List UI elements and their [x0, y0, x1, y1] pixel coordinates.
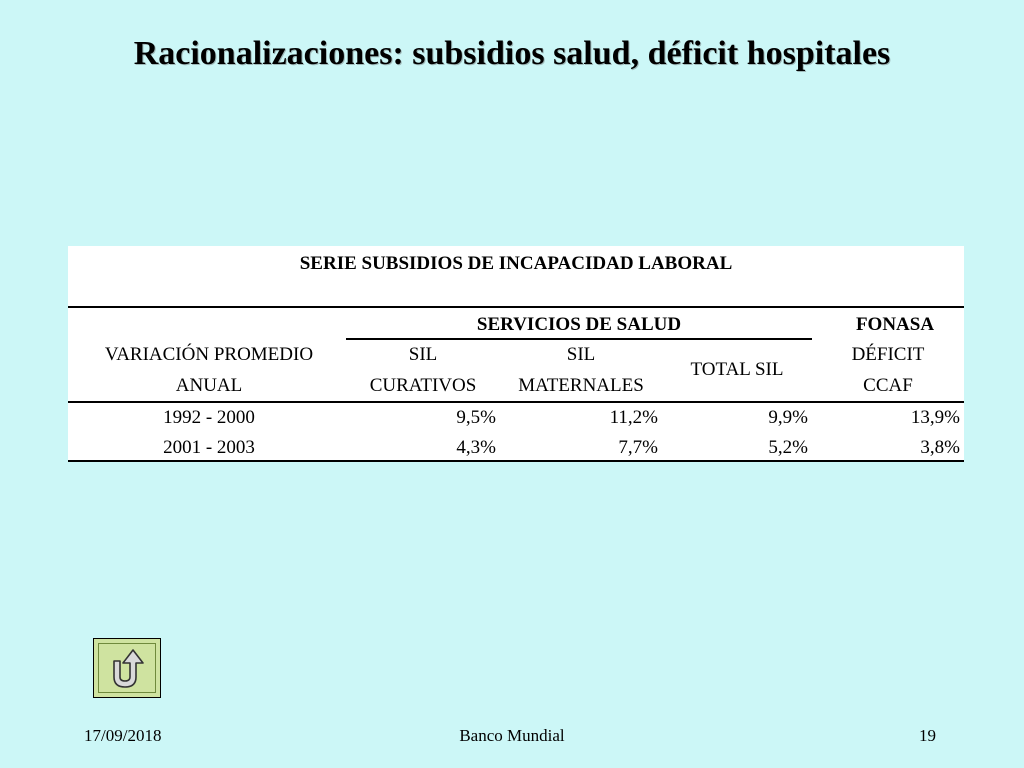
row-deficit: 3,8%	[920, 437, 960, 458]
footer-date: 17/09/2018	[84, 726, 162, 745]
row-header-line1: VARIACIÓN PROMEDIO	[104, 344, 314, 365]
row-curativos: 9,5%	[456, 407, 496, 428]
divider-top	[68, 306, 964, 308]
row-curativos: 4,3%	[456, 437, 496, 458]
col-deficit-line2: CCAF	[863, 375, 913, 396]
col-curativos-line1: SIL	[408, 344, 438, 365]
footer-center: Banco Mundial	[459, 726, 565, 745]
row-maternales: 7,7%	[618, 437, 658, 458]
row-period: 1992 - 2000	[163, 407, 255, 428]
table-caption: SERIE SUBSIDIOS DE INCAPACIDAD LABORAL	[299, 253, 733, 274]
divider-bottom	[68, 460, 964, 462]
subsidy-table	[68, 246, 964, 462]
col-total-sil: TOTAL SIL	[690, 359, 784, 380]
row-total: 9,9%	[768, 407, 808, 428]
col-maternales-line2: MATERNALES	[518, 375, 644, 396]
fonasa-header: FONASA	[855, 314, 935, 335]
col-curativos-line2: CURATIVOS	[369, 375, 477, 396]
return-arrow-icon	[108, 647, 148, 691]
col-maternales-line1: SIL	[566, 344, 596, 365]
divider-group	[346, 338, 812, 340]
row-header-line2: ANUAL	[175, 375, 243, 396]
col-deficit-line1: DÉFICIT	[851, 344, 925, 365]
return-button[interactable]	[93, 638, 161, 698]
row-deficit: 13,9%	[910, 407, 960, 428]
group-header-servicios: SERVICIOS DE SALUD	[476, 314, 682, 335]
row-total: 5,2%	[768, 437, 808, 458]
divider-header	[68, 401, 964, 403]
page-number: 19	[919, 726, 936, 745]
row-maternales: 11,2%	[609, 407, 658, 428]
slide-title: Racionalizaciones: subsidios salud, déficit hospitales	[133, 35, 891, 72]
row-period: 2001 - 2003	[163, 437, 255, 458]
